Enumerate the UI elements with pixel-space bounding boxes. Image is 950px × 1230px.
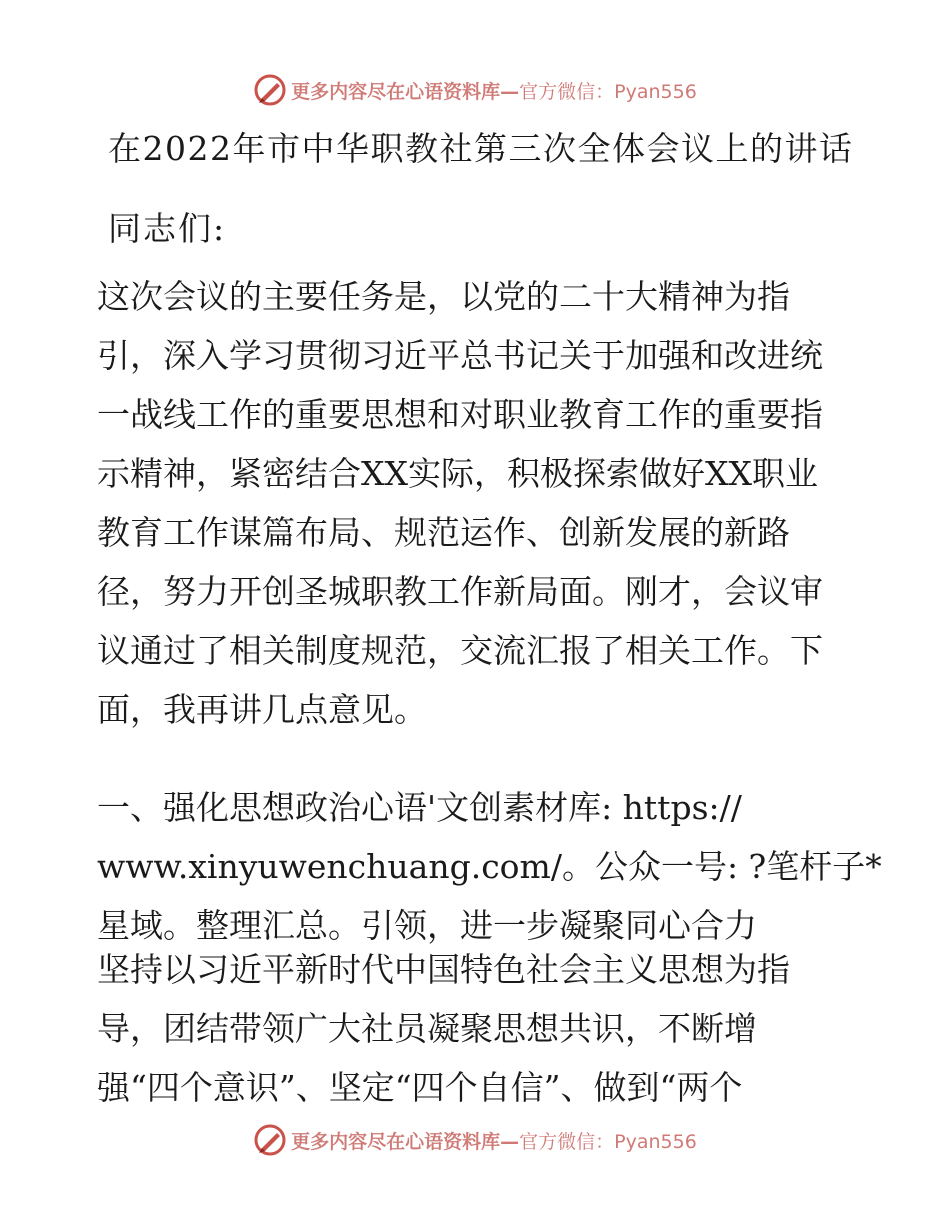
banner-site-text: 更多内容尽在心语资料库— [291, 80, 520, 103]
text-line: 一、强化思想政治心语'文创素材库: https:// [97, 788, 742, 827]
text-line: 这次会议的主要任务是，以党的二十大精神为指 [97, 277, 790, 316]
text-line: 引，深入学习贯彻习近平总书记关于加强和改进统 [97, 336, 823, 375]
text-line: 教育工作谋篇布局、规范运作、创新发展的新路 [97, 513, 790, 552]
document-title: 在2022年市中华职教社第三次全体会议上的讲话 [108, 129, 854, 168]
text-line: 导，团结带领广大社员凝聚思想共识，不断增 [97, 1009, 757, 1048]
text-line: 径，努力开创圣城职教工作新局面。刚才，会议审 [97, 572, 823, 611]
pen-logo-icon [253, 73, 287, 107]
text-line: 示精神，紧密结合XX实际，积极探索做好XX职业 [97, 454, 818, 493]
footer-banner [0, 1120, 950, 1160]
text-line: 强“四个意识”、坚定“四个自信”、做到“两个 [97, 1068, 743, 1107]
text-line: 星域。整理汇总。引领，进一步凝聚同心合力 [97, 906, 757, 945]
text-line: 面，我再讲几点意见。 [97, 690, 427, 729]
salutation: 同志们: [108, 209, 227, 248]
paragraph-section-heading [97, 778, 882, 955]
text-line: 一战线工作的重要思想和对职业教育工作的重要指 [97, 395, 823, 434]
banner-text [291, 77, 697, 104]
text-line: 坚持以习近平新时代中国特色社会主义思想为指 [97, 950, 790, 989]
text-line: www.xinyuwenchuang.com/。公众一号: ?笔杆子* [97, 847, 882, 886]
banner-wechat-text: 官方微信：Pyan556 [519, 80, 697, 103]
paragraph-intro [97, 267, 857, 739]
pen-logo-icon [253, 1123, 287, 1157]
banner-wechat-text: 官方微信：Pyan556 [519, 1130, 697, 1153]
banner-site-text: 更多内容尽在心语资料库— [291, 1130, 520, 1153]
header-banner [0, 70, 950, 110]
banner-text [291, 1127, 697, 1154]
paragraph-body [97, 940, 857, 1117]
text-line: 议通过了相关制度规范，交流汇报了相关工作。下 [97, 631, 823, 670]
